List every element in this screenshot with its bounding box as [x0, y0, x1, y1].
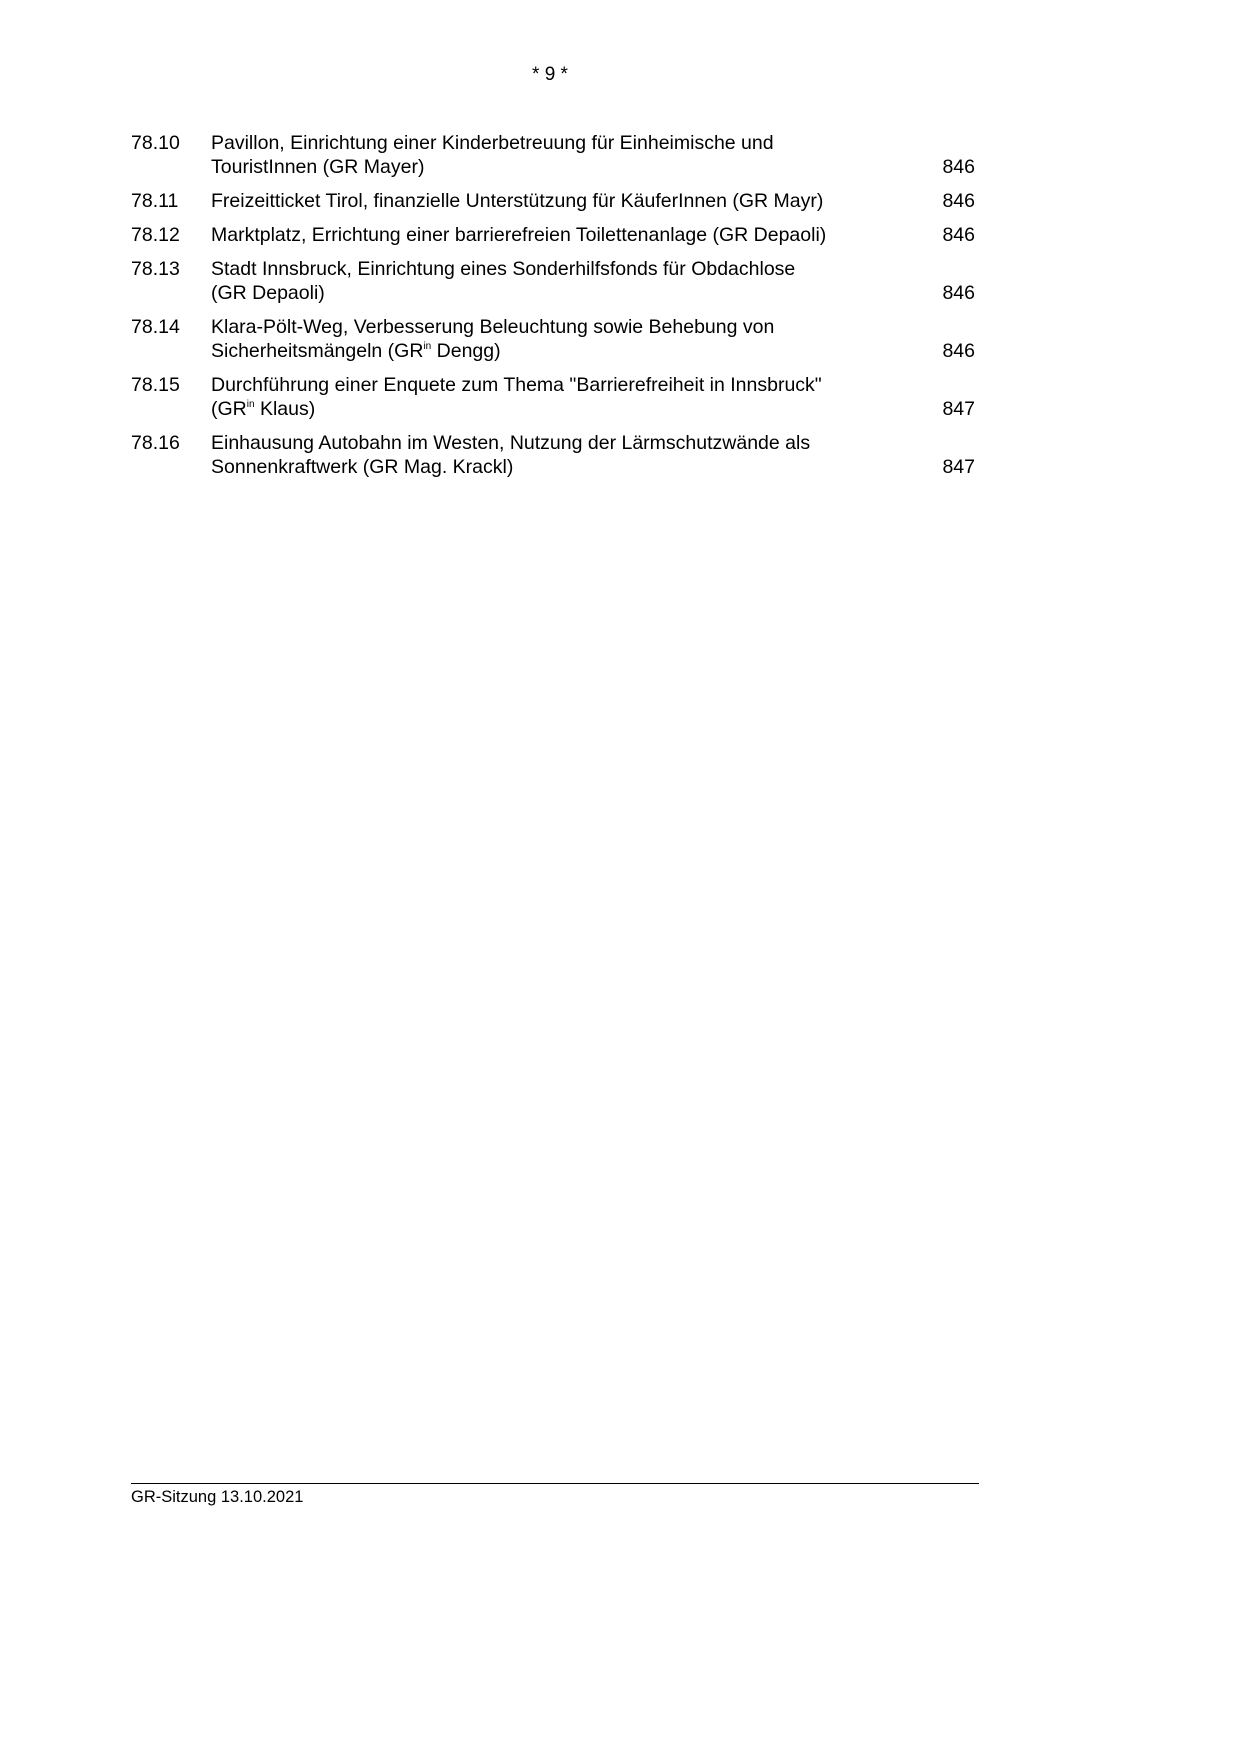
- entry-page-number: 846: [942, 190, 975, 212]
- entry-title-line: Einhausung Autobahn im Westen, Nutzung der Lärmschutzwände als: [211, 432, 811, 454]
- toc-entry: [131, 131, 977, 179]
- toc-entry: [131, 315, 977, 363]
- entry-title-line-part: Dengg): [431, 340, 501, 362]
- entry-title: [211, 431, 942, 479]
- entry-title: [211, 223, 942, 247]
- entry-page-number: 846: [942, 340, 975, 362]
- entry-title: [211, 257, 942, 305]
- toc-entry: [131, 373, 977, 421]
- footer-session-date: GR-Sitzung 13.10.2021: [131, 1488, 304, 1506]
- page-number: * 9 *: [532, 64, 568, 85]
- entry-number: 78.12: [131, 224, 180, 246]
- entry-title-line: Marktplatz, Errichtung einer barrierefreien Toilettenanlage (GR Depaoli): [211, 224, 827, 246]
- entry-title-line: Klara-Pölt-Weg, Verbesserung Beleuchtung sowie Behebung von: [211, 316, 775, 338]
- entry-number: 78.14: [131, 316, 180, 338]
- entry-title: [211, 131, 942, 179]
- entry-number: 78.10: [131, 132, 180, 154]
- superscript-in: in: [246, 399, 255, 410]
- entry-title-line: TouristInnen (GR Mayer): [211, 156, 425, 178]
- entry-title: [211, 189, 942, 213]
- entry-title-line: Stadt Innsbruck, Einrichtung eines Sonderhilfsfonds für Obdachlose: [211, 258, 796, 280]
- entry-title-line-part: (GR: [211, 398, 247, 420]
- entry-title-line: Durchführung einer Enquete zum Thema "Barrierefreiheit in Innsbruck": [211, 374, 822, 396]
- entry-title-line: Freizeitticket Tirol, finanzielle Unterstützung für KäuferInnen (GR Mayr): [211, 190, 824, 212]
- toc-entry: [131, 431, 977, 479]
- table-of-contents: [131, 131, 977, 489]
- toc-entry: [131, 223, 977, 247]
- toc-entry: [131, 189, 977, 213]
- entry-title: [211, 373, 942, 421]
- entry-title-line-part: Sicherheitsmängeln (GR: [211, 340, 424, 362]
- entry-page-number: 846: [942, 156, 975, 178]
- footer-divider: [131, 1483, 979, 1484]
- entry-title-line: Sonnenkraftwerk (GR Mag. Krackl): [211, 456, 514, 478]
- entry-number: 78.11: [131, 190, 179, 212]
- entry-number: 78.13: [131, 258, 180, 280]
- entry-page-number: 847: [942, 456, 975, 478]
- entry-title-line: (GR Depaoli): [211, 282, 325, 304]
- entry-title: [211, 315, 942, 363]
- entry-page-number: 847: [942, 398, 975, 420]
- superscript-in: in: [423, 341, 432, 352]
- entry-number: 78.16: [131, 432, 180, 454]
- entry-number: 78.15: [131, 374, 180, 396]
- entry-title-line-part: Klaus): [254, 398, 316, 420]
- toc-entry: [131, 257, 977, 305]
- entry-page-number: 846: [942, 282, 975, 304]
- entry-title-line: Pavillon, Einrichtung einer Kinderbetreuung für Einheimische und: [211, 132, 774, 154]
- entry-page-number: 846: [942, 224, 975, 246]
